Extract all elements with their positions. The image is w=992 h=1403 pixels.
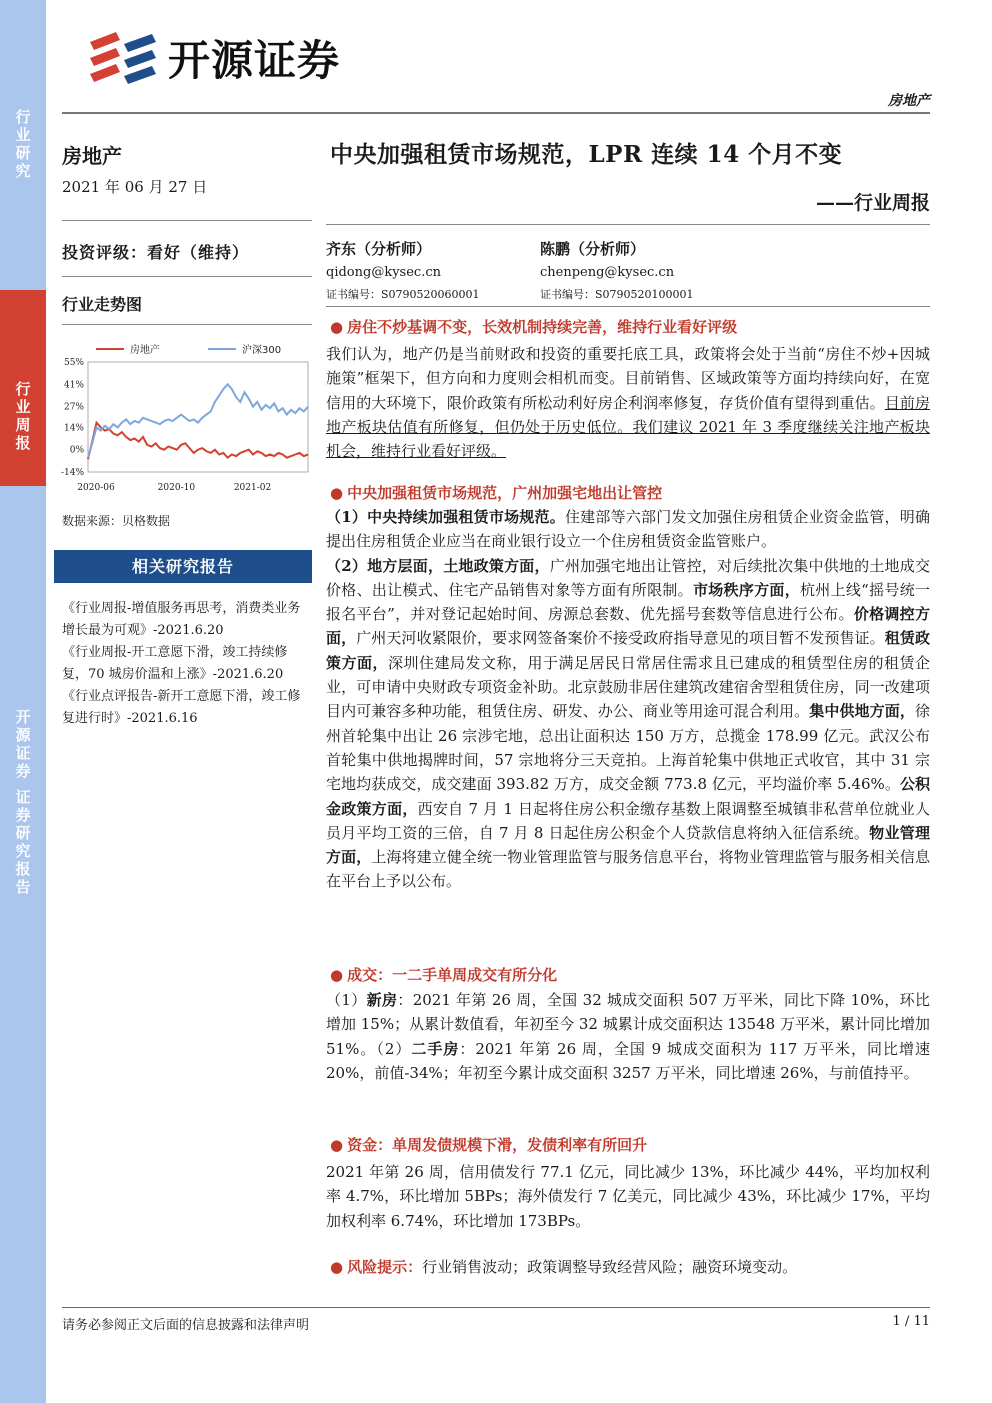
y-tick-label: -14% [60, 468, 84, 478]
industry-trend-chart [56, 334, 312, 504]
section-heading: ● 资金：单周发债规模下滑，发债利率有所回升 [330, 1136, 648, 1154]
analyst-card [326, 238, 480, 302]
section-heading: ● 房住不炒基调不变，长效机制持续完善，维持行业看好评级 [330, 318, 738, 336]
bullet-icon: ● [330, 966, 344, 984]
side-label-weekly: 行 业 周 报 [15, 380, 31, 452]
divider [62, 276, 312, 277]
x-tick-label: 2021-02 [233, 483, 272, 493]
analyst-cert: 证书编号：S0790520100001 [540, 288, 694, 301]
related-report-item[interactable]: 《行业周报-增值服务再思考，消费类业务增长最为可观》-2021.6.20 [62, 601, 301, 638]
data-source: 数据来源：贝格数据 [62, 514, 171, 528]
series-line-real-estate [88, 423, 308, 460]
analyst-name: 齐东（分析师） [326, 240, 432, 258]
brand-logo [86, 28, 340, 88]
x-tick-label: 2020-06 [77, 483, 115, 493]
report-subtitle: ——行业周报 [815, 192, 930, 214]
y-tick-label: 14% [63, 423, 84, 434]
divider [62, 220, 312, 221]
paragraph-emphasis: 目前房地产板块估值有所修复，但仍处于历史低位。我们建议 2021 年 3 季度继续关注地产板块机会，维持行业看好评级。 [326, 393, 930, 461]
report-date: 2021 年 06 月 27 日 [62, 178, 208, 196]
bullet-icon: ● [330, 1258, 344, 1276]
related-reports-list [62, 598, 312, 730]
footer-divider [62, 1307, 930, 1308]
y-tick-label: 55% [63, 358, 84, 368]
x-tick-label: 2020-10 [157, 483, 196, 493]
bullet-icon: ● [330, 1136, 344, 1154]
header-category: 房地产 [888, 93, 930, 109]
section-heading: ● 中央加强租赁市场规范，广州加强宅地出让管控 [330, 484, 663, 502]
investment-rating: 投资评级：看好（维持） [62, 243, 250, 262]
divider [326, 306, 930, 307]
section-body: （1）新房：2021 年第 26 周，全国 32 城成交面积 507 万平米，同比下降 10%，环比增加 15%；从累计数值看，年初至今 32 城累计成交面积达 13548 万平米，累计同比增加 51%。（2）二手房：2021 年第 26 周，全国 9 城成交面积为 117 万平米，同比增速 20%，前值-34%；年初至今累计成交面积 3257 万平米，同比增速 26%，与前值持平。 [326, 991, 930, 1082]
y-tick-label: 41% [63, 380, 84, 391]
analyst-card [540, 238, 694, 302]
section-body: 2021 年第 26 周，信用债发行 77.1 亿元，同比减少 13%，环比减少 44%，平均加权利率 4.7%，环比增加 5BPs；海外债发行 7 亿美元，同比减少 43%，环比减少 17%，平均加权利率 6.74%，环比增加 173BPs。 [326, 1163, 930, 1230]
side-bar [0, 0, 46, 1403]
bullet-icon: ● [330, 318, 344, 336]
trend-title: 行业走势图 [62, 295, 143, 314]
brand-name: 开源证券 [168, 36, 341, 85]
section-heading: ● 成交：一二手单周成交有所分化 [330, 966, 558, 984]
analyst-cert: 证书编号：S0790520060001 [326, 288, 480, 301]
risk-label: 风险提示： [347, 1258, 423, 1276]
legend-label: 房地产 [130, 345, 160, 356]
footer-disclaimer: 请务必参阅正文后面的信息披露和法律声明 [62, 1318, 310, 1333]
y-tick-label: 0% [69, 445, 84, 456]
header-divider [62, 112, 930, 114]
related-report-item[interactable]: 《行业点评报告-新开工意愿下滑，竣工修复进行时》-2021.6.16 [62, 689, 301, 726]
y-tick-label: 27% [63, 402, 84, 413]
analyst-name: 陈鹏（分析师） [540, 240, 646, 258]
side-label-industry-research: 行 业 研 究 [15, 108, 31, 180]
page-number: 1 / 11 [892, 1314, 930, 1329]
legend-label: 沪深300 [242, 345, 282, 356]
analyst-email[interactable]: chenpeng@kysec.cn [540, 265, 675, 280]
sector-label: 房地产 [62, 144, 122, 168]
risk-text: 行业销售波动；政策调整导致经营风险；融资环境变动。 [422, 1258, 798, 1276]
section-body: （1）中央持续加强租赁市场规范。住建部等六部门发文加强住房租赁企业资金监管，明确提出住房租赁企业应当在商业银行设立一个住房租赁资金监管账户。 （2）地方层面，土地政策方面，广州加强宅地出让管控，对后续批次集中供地的土地成交价格、出让模式、住宅产品销售对象等方面有所限制。市场秩序方面，杭州上线“摇号统一报名平台”，并对登记起始时间、房源总套数、优先摇号套数等信息进行公布。价格调控方面，广州天河收紧限价，要求网签备案价不接受政府指导意见的项目暂不发预售证。租赁政策方面，深圳住建局发文称，用于满足居民日常居住需求且已建成的租赁型住房的租赁企业，可申请中央财政专项资金补助。北京鼓励非居住建筑改建宿舍型租赁住房，同一改建项目内可兼容多种功能，租赁住房、研发、办公、商业等用途可混合利用。集中供地方面，徐州首轮集中出让 26 宗涉宅地，总出让面积达 150 万方，总揽金 178.99 亿元。武汉公布首轮集中供地揭牌时间，57 宗地将分三天竞拍。上海首轮集中供地正式收官，其中 31 宗宅地均获成交，成交建面 393.82 万方，成交金额 773.8 亿元，平均溢价率 5.46%。公积金政策方面，西安自 7 月 1 日起将住房公积金缴存基数上限调整至城镇非私营单位就业人员月平均工资的三倍，自 7 月 8 日起住房公积金个人贷款信息将纳入征信系统。物业管理方面，上海将建立健全统一物业管理监管与服务信息平台，将物业管理监管与服务相关信息在平台上予以公布。 [326, 508, 930, 891]
divider [326, 224, 930, 225]
related-report-item[interactable]: 《行业周报-开工意愿下滑，竣工持续修复，70 城房价温和上涨》-2021.6.20 [62, 645, 288, 682]
series-line-csi300 [88, 384, 308, 457]
bullet-icon: ● [330, 484, 344, 502]
risk-warning [330, 1256, 797, 1277]
analyst-email[interactable]: qidong@kysec.cn [326, 265, 441, 280]
side-label-securities-report: 开 源 证 券 证 券 研 究 报 告 [15, 708, 31, 896]
brand-mark-icon [86, 28, 160, 88]
paragraph-text: 我们认为，地产仍是当前财政和投资的重要托底工具，政策将会处于当前“房住不炒+因城施策”框架下，但方向和力度则会相机而变。目前销售、区域政策等方面均持续向好，在宽信用的大环境下，限价政策有所松动利好房企利润率修复，存货价值有望得到重估。 [326, 345, 930, 412]
section-body [326, 342, 930, 463]
related-reports-header: 相关研究报告 [54, 550, 312, 583]
divider [62, 324, 312, 325]
report-title: 中央加强租赁市场规范，LPR 连续 14 个月不变 [330, 141, 843, 168]
